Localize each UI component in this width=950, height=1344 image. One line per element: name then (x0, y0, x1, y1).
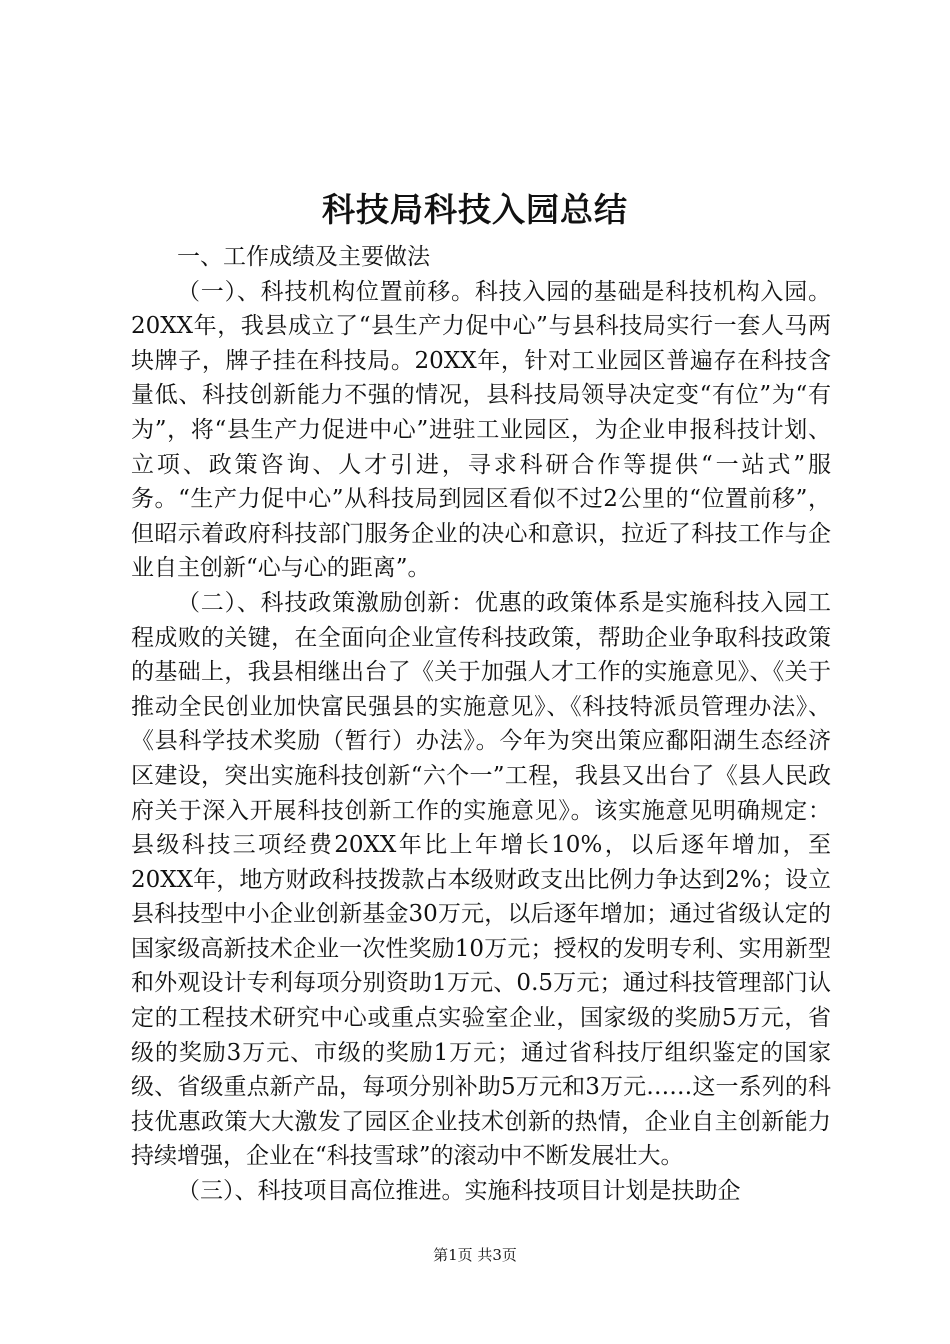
section-heading: 一、工作成绩及主要做法 (177, 244, 430, 270)
page-footer: 第1页 共3页 (433, 1246, 517, 1264)
paragraph-1: （一）、科技机构位置前移。科技入园的基础是科技机构入园。20XX年，我县成立了“县生产力促中心”与县科技局实行一套人马两块牌子，牌子挂在科技局。20XX年，针对工业园区普遍存在科技含量低、科技创新能力不强的情况，县科技局领导决定变“有位”为“有为”，将“县生产力促进中心”进驻工业园区，为企业申报科技计划、立项、政策咨询、人才引进，寻求科研合作等提供“一站式”服务。“生产力促中心”从科技局到园区看似不过2公里的“位置前移”，但昭示着政府科技部门服务企业的决心和意识，拉近了科技工作与企业自主创新“心与心的距离”。 (131, 278, 831, 582)
document-title: 科技局科技入园总结 (322, 190, 628, 229)
paragraph-2: （二）、科技政策激励创新：优惠的政策体系是实施科技入园工程成败的关键，在全面向企业宣传科技政策，帮助企业争取科技政策的基础上，我县相继出台了《关于加强人才工作的实施意见》、《关于推动全民创业加快富民强县的实施意见》、《科技特派员管理办法》、《县科学技术奖励（暂行）办法》。今年为突出策应鄱阳湖生态经济区建设，突出实施科技创新“六个一”工程，我县又出台了《县人民政府关于深入开展科技创新工作的实施意见》。该实施意见明确规定：县级科技三项经费20XX年比上年增长10%，以后逐年增加，至20XX年，地方财政科技拨款占本级财政支出比例力争达到2%；设立县科技型中小企业创新基金30万元，以后逐年增加；通过省级认定的国家级高新技术企业一次性奖励10万元；授权的发明专利、实用新型和外观设计专利每项分别资助1万元、0.5万元；通过科技管理部门认定的工程技术研究中心或重点实验室企业，国家级的奖励5万元，省级的奖励3万元、市级的奖励1万元；通过省科技厅组织鉴定的国家级、省级重点新产品，每项分别补助5万元和3万元……这一系列的科技优惠政策大大激发了园区企业技术创新的热情，企业自主创新能力持续增强，企业在“科技雪球”的滚动中不断发展壮大。 (131, 589, 831, 1170)
document-body (131, 240, 831, 1209)
paragraph-3: （三）、科技项目高位推进。实施科技项目计划是扶助企 (177, 1178, 741, 1205)
